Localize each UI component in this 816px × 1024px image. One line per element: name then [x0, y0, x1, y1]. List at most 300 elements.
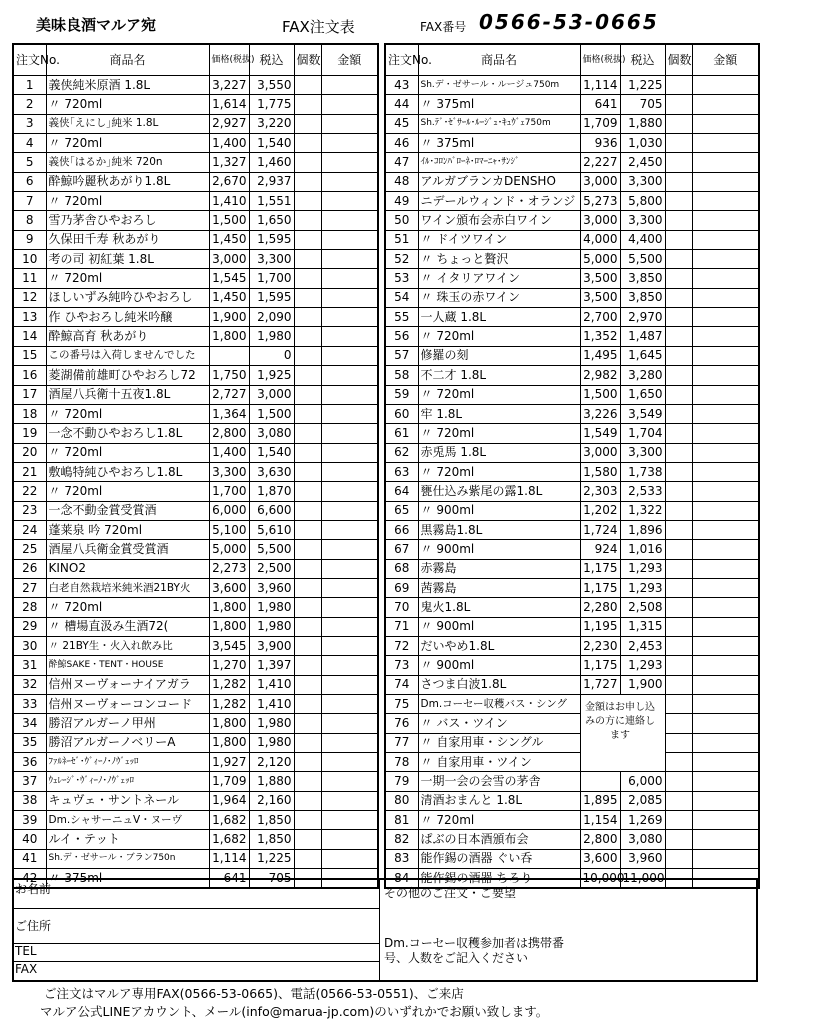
quantity-cell[interactable]	[294, 76, 321, 95]
order-no: 47	[385, 153, 418, 172]
table-row	[385, 230, 759, 249]
order-no: 6	[13, 172, 46, 191]
product-name: ｲﾙ･ｺﾛﾝﾊﾞﾛｰﾈ･ﾛﾏｰﾆｬ･ｻﾝｼﾞ	[418, 153, 580, 172]
order-no: 51	[385, 230, 418, 249]
quantity-cell[interactable]	[665, 95, 692, 114]
price-excl-tax: 924	[580, 540, 620, 559]
table-header-row	[385, 44, 759, 76]
price-excl-tax: 1,727	[580, 675, 620, 694]
order-no: 3	[13, 114, 46, 133]
price-excl-tax: 4,000	[580, 230, 620, 249]
quantity-cell[interactable]	[665, 733, 692, 752]
amount-cell[interactable]	[321, 482, 378, 501]
table-row	[13, 443, 378, 462]
order-no: 46	[385, 134, 418, 153]
quantity-cell[interactable]	[665, 211, 692, 230]
quantity-cell[interactable]	[665, 385, 692, 404]
price-incl-tax: 1,880	[620, 114, 665, 133]
quantity-cell[interactable]	[294, 520, 321, 539]
name-field[interactable]	[14, 880, 379, 909]
quantity-cell[interactable]	[665, 636, 692, 655]
amount-cell[interactable]	[692, 269, 759, 288]
product-name: ほしいずみ純吟ひやおろし	[46, 288, 209, 307]
table-row	[385, 540, 759, 559]
order-no: 52	[385, 250, 418, 269]
quantity-cell[interactable]	[294, 269, 321, 288]
amount-cell[interactable]	[692, 675, 759, 694]
quantity-cell[interactable]	[294, 559, 321, 578]
price-excl-tax: 3,545	[209, 636, 249, 655]
quantity-cell[interactable]	[665, 192, 692, 211]
address-label: ご住所	[15, 919, 52, 933]
amount-cell[interactable]	[321, 714, 378, 733]
amount-cell[interactable]	[321, 327, 378, 346]
quantity-cell[interactable]	[294, 695, 321, 714]
product-name: 義侠｢はるか｣純米 720n	[46, 153, 209, 172]
quantity-cell[interactable]	[294, 791, 321, 810]
table-row	[385, 114, 759, 133]
amount-cell[interactable]	[321, 76, 378, 95]
amount-cell[interactable]	[321, 598, 378, 617]
price-excl-tax: 5,000	[209, 540, 249, 559]
table-row	[13, 617, 378, 636]
order-no: 41	[13, 849, 46, 868]
table-row	[385, 849, 759, 868]
quantity-cell[interactable]	[294, 192, 321, 211]
product-name: 修羅の刻	[418, 346, 580, 365]
amount-cell[interactable]	[692, 95, 759, 114]
quantity-cell[interactable]	[665, 172, 692, 191]
amount-cell[interactable]	[692, 366, 759, 385]
amount-cell[interactable]	[321, 695, 378, 714]
quantity-cell[interactable]	[665, 830, 692, 849]
amount-cell[interactable]	[321, 540, 378, 559]
amount-cell[interactable]	[321, 288, 378, 307]
amount-cell[interactable]	[321, 366, 378, 385]
quantity-cell[interactable]	[665, 675, 692, 694]
quantity-cell[interactable]	[294, 540, 321, 559]
table-row	[385, 404, 759, 423]
amount-cell[interactable]	[692, 462, 759, 481]
order-no: 80	[385, 791, 418, 810]
quantity-cell[interactable]	[665, 598, 692, 617]
amount-cell[interactable]	[321, 230, 378, 249]
order-no: 38	[13, 791, 46, 810]
product-name: 〃 720ml	[418, 424, 580, 443]
quantity-cell[interactable]	[294, 714, 321, 733]
amount-cell[interactable]	[692, 211, 759, 230]
table-row	[385, 288, 759, 307]
amount-cell[interactable]	[321, 733, 378, 752]
amount-cell[interactable]	[692, 385, 759, 404]
price-excl-tax	[580, 753, 620, 772]
col-header-amount: 金額	[692, 44, 759, 76]
quantity-cell[interactable]	[665, 520, 692, 539]
table-row	[385, 830, 759, 849]
amount-cell[interactable]	[321, 192, 378, 211]
quantity-cell[interactable]	[294, 482, 321, 501]
price-incl-tax: 3,220	[249, 114, 294, 133]
product-name: 〃 バス・ツイン	[418, 714, 580, 733]
table-row	[385, 714, 759, 733]
quantity-cell[interactable]	[665, 134, 692, 153]
table-row	[385, 675, 759, 694]
product-name: 一人蔵 1.8L	[418, 308, 580, 327]
amount-cell[interactable]	[321, 830, 378, 849]
quantity-cell[interactable]	[665, 578, 692, 597]
col-header-amount: 金額	[321, 44, 378, 76]
quantity-cell[interactable]	[294, 172, 321, 191]
quantity-cell[interactable]	[294, 114, 321, 133]
amount-cell[interactable]	[321, 462, 378, 481]
amount-cell[interactable]	[321, 424, 378, 443]
product-name: 一念不動ひやおろし1.8L	[46, 424, 209, 443]
amount-cell[interactable]	[321, 617, 378, 636]
order-no: 4	[13, 134, 46, 153]
quantity-cell[interactable]	[294, 250, 321, 269]
amount-cell[interactable]	[692, 424, 759, 443]
quantity-cell[interactable]	[665, 346, 692, 365]
amount-cell[interactable]	[692, 714, 759, 733]
product-name: 一期一会の会雪の茅舎	[418, 772, 580, 791]
table-row	[13, 308, 378, 327]
price-incl-tax: 1,410	[249, 695, 294, 714]
amount-cell[interactable]	[321, 791, 378, 810]
price-excl-tax: 1,895	[580, 791, 620, 810]
quantity-cell[interactable]	[665, 404, 692, 423]
product-name: 〃 720ml	[46, 134, 209, 153]
product-name: 〃 ちょっと贅沢	[418, 250, 580, 269]
table-row	[13, 578, 378, 597]
order-no: 32	[13, 675, 46, 694]
address-field[interactable]	[14, 909, 379, 944]
amount-cell[interactable]	[692, 753, 759, 772]
amount-cell[interactable]	[321, 578, 378, 597]
amount-cell[interactable]	[321, 404, 378, 423]
quantity-cell[interactable]	[665, 462, 692, 481]
price-excl-tax: 1,450	[209, 230, 249, 249]
quantity-cell[interactable]	[665, 753, 692, 772]
quantity-cell[interactable]	[294, 134, 321, 153]
table-row	[13, 404, 378, 423]
amount-cell[interactable]	[321, 211, 378, 230]
product-name: 〃 ドイツワイン	[418, 230, 580, 249]
amount-cell[interactable]	[321, 772, 378, 791]
amount-cell[interactable]	[321, 636, 378, 655]
quantity-cell[interactable]	[665, 327, 692, 346]
order-no: 31	[13, 656, 46, 675]
quantity-cell[interactable]	[294, 288, 321, 307]
price-excl-tax: 1,175	[580, 656, 620, 675]
amount-cell[interactable]	[692, 578, 759, 597]
amount-cell[interactable]	[692, 482, 759, 501]
order-no: 44	[385, 95, 418, 114]
amount-cell[interactable]	[692, 791, 759, 810]
tel-field[interactable]	[14, 944, 379, 962]
amount-cell[interactable]	[321, 250, 378, 269]
amount-cell[interactable]	[321, 849, 378, 868]
price-incl-tax: 2,453	[620, 636, 665, 655]
table-row	[385, 636, 759, 655]
amount-cell[interactable]	[321, 559, 378, 578]
quantity-cell[interactable]	[294, 656, 321, 675]
amount-cell[interactable]	[692, 830, 759, 849]
amount-cell[interactable]	[321, 308, 378, 327]
amount-cell[interactable]	[692, 617, 759, 636]
quantity-cell[interactable]	[294, 753, 321, 772]
quantity-cell[interactable]	[665, 617, 692, 636]
quantity-cell[interactable]	[294, 211, 321, 230]
order-no: 30	[13, 636, 46, 655]
amount-cell[interactable]	[321, 385, 378, 404]
quantity-cell[interactable]	[665, 849, 692, 868]
price-incl-tax: 3,300	[620, 172, 665, 191]
amount-cell[interactable]	[692, 849, 759, 868]
quantity-cell[interactable]	[294, 308, 321, 327]
price-excl-tax: 5,000	[580, 250, 620, 269]
amount-cell[interactable]	[692, 443, 759, 462]
price-incl-tax: 0	[249, 346, 294, 365]
price-incl-tax: 1,700	[249, 269, 294, 288]
table-row	[385, 385, 759, 404]
amount-cell[interactable]	[692, 540, 759, 559]
quantity-cell[interactable]	[665, 772, 692, 791]
price-excl-tax: 1,195	[580, 617, 620, 636]
amount-cell[interactable]	[321, 520, 378, 539]
amount-cell[interactable]	[692, 308, 759, 327]
order-no: 8	[13, 211, 46, 230]
quantity-cell[interactable]	[665, 811, 692, 830]
price-excl-tax: 2,280	[580, 598, 620, 617]
amount-cell[interactable]	[692, 636, 759, 655]
quantity-cell[interactable]	[665, 656, 692, 675]
order-no: 5	[13, 153, 46, 172]
price-incl-tax: 5,500	[249, 540, 294, 559]
amount-cell[interactable]	[692, 656, 759, 675]
amount-cell[interactable]	[692, 114, 759, 133]
quantity-cell[interactable]	[294, 230, 321, 249]
price-excl-tax: 1,800	[209, 733, 249, 752]
price-excl-tax: 6,000	[209, 501, 249, 520]
table-row	[13, 656, 378, 675]
price-excl-tax: 2,273	[209, 559, 249, 578]
price-excl-tax: 1,175	[580, 559, 620, 578]
table-row	[385, 134, 759, 153]
table-row	[385, 656, 759, 675]
quantity-cell[interactable]	[294, 811, 321, 830]
amount-cell[interactable]	[692, 733, 759, 752]
quantity-cell[interactable]	[665, 366, 692, 385]
price-incl-tax: 705	[620, 95, 665, 114]
amount-cell[interactable]	[692, 598, 759, 617]
product-name: アルガブランカDENSHO	[418, 172, 580, 191]
amount-cell[interactable]	[321, 656, 378, 675]
product-name: 信州ヌーヴォーコンコード	[46, 695, 209, 714]
order-no: 62	[385, 443, 418, 462]
quantity-cell[interactable]	[294, 153, 321, 172]
amount-cell[interactable]	[321, 346, 378, 365]
amount-cell[interactable]	[692, 404, 759, 423]
table-row	[385, 772, 759, 791]
amount-cell[interactable]	[692, 134, 759, 153]
amount-cell[interactable]	[321, 753, 378, 772]
quantity-cell[interactable]	[665, 424, 692, 443]
price-incl-tax: 1,030	[620, 134, 665, 153]
table-row	[13, 830, 378, 849]
price-excl-tax: 3,500	[580, 269, 620, 288]
amount-cell[interactable]	[692, 501, 759, 520]
quantity-cell[interactable]	[665, 559, 692, 578]
price-incl-tax: 3,630	[249, 462, 294, 481]
price-incl-tax: 1,322	[620, 501, 665, 520]
product-name: 酒屋八兵衛十五夜1.8L	[46, 385, 209, 404]
price-excl-tax: 1,800	[209, 714, 249, 733]
quantity-cell[interactable]	[665, 250, 692, 269]
quantity-cell[interactable]	[294, 462, 321, 481]
quantity-cell[interactable]	[294, 830, 321, 849]
amount-cell[interactable]	[692, 153, 759, 172]
quantity-cell[interactable]	[294, 424, 321, 443]
quantity-cell[interactable]	[294, 772, 321, 791]
price-incl-tax: 1,645	[620, 346, 665, 365]
amount-cell[interactable]	[692, 172, 759, 191]
quantity-cell[interactable]	[665, 443, 692, 462]
amount-cell[interactable]	[321, 172, 378, 191]
price-excl-tax: 1,154	[580, 811, 620, 830]
price-incl-tax: 1,650	[249, 211, 294, 230]
table-row	[385, 346, 759, 365]
table-row	[13, 753, 378, 772]
amount-cell[interactable]	[321, 134, 378, 153]
quantity-cell[interactable]	[294, 366, 321, 385]
quantity-cell[interactable]	[294, 733, 321, 752]
amount-cell[interactable]	[692, 250, 759, 269]
amount-cell[interactable]	[692, 192, 759, 211]
table-row	[13, 134, 378, 153]
product-name: 雪乃茅舎ひやおろし	[46, 211, 209, 230]
quantity-cell[interactable]	[294, 598, 321, 617]
amount-cell[interactable]	[321, 95, 378, 114]
product-name: 〃 375ml	[46, 869, 209, 889]
price-excl-tax: 936	[580, 134, 620, 153]
fax-field[interactable]	[14, 962, 379, 980]
order-no: 28	[13, 598, 46, 617]
table-row	[13, 114, 378, 133]
quantity-cell[interactable]	[294, 346, 321, 365]
quantity-cell[interactable]	[665, 501, 692, 520]
quantity-cell[interactable]	[665, 230, 692, 249]
quantity-cell[interactable]	[294, 578, 321, 597]
product-name: 〃 900ml	[418, 501, 580, 520]
order-no: 84	[385, 869, 418, 889]
product-name: キュヴェ・サントネール	[46, 791, 209, 810]
quantity-cell[interactable]	[294, 501, 321, 520]
amount-cell[interactable]	[692, 772, 759, 791]
table-row	[13, 269, 378, 288]
requests-label: その他のご注文・ご要望	[384, 886, 517, 900]
table-row	[13, 288, 378, 307]
price-excl-tax: 3,600	[580, 849, 620, 868]
quantity-cell[interactable]	[294, 636, 321, 655]
table-row	[13, 172, 378, 191]
amount-cell[interactable]	[692, 559, 759, 578]
price-incl-tax: 1,980	[249, 733, 294, 752]
price-incl-tax: 3,300	[620, 443, 665, 462]
amount-cell[interactable]	[321, 675, 378, 694]
price-incl-tax: 2,160	[249, 791, 294, 810]
quantity-cell[interactable]	[665, 114, 692, 133]
quantity-cell[interactable]	[665, 308, 692, 327]
quantity-cell[interactable]	[294, 327, 321, 346]
amount-cell[interactable]	[321, 114, 378, 133]
order-no: 53	[385, 269, 418, 288]
price-excl-tax	[209, 346, 249, 365]
product-name: 清酒おまんと 1.8L	[418, 791, 580, 810]
price-incl-tax: 1,595	[249, 288, 294, 307]
order-no: 76	[385, 714, 418, 733]
col-header-no: 注文No.	[13, 44, 46, 76]
table-row	[385, 269, 759, 288]
quantity-cell[interactable]	[665, 288, 692, 307]
amount-cell[interactable]	[321, 153, 378, 172]
quantity-cell[interactable]	[294, 443, 321, 462]
table-row	[13, 520, 378, 539]
price-incl-tax: 1,540	[249, 443, 294, 462]
table-row	[13, 462, 378, 481]
quantity-cell[interactable]	[294, 385, 321, 404]
order-no: 72	[385, 636, 418, 655]
amount-cell[interactable]	[692, 76, 759, 95]
quantity-cell[interactable]	[665, 482, 692, 501]
quantity-cell[interactable]	[665, 695, 692, 714]
table-row	[13, 675, 378, 694]
product-name: Sh.デ・ゼサール・ルージュ750m	[418, 76, 580, 95]
amount-cell[interactable]	[692, 230, 759, 249]
amount-cell[interactable]	[692, 695, 759, 714]
amount-cell[interactable]	[321, 443, 378, 462]
quantity-cell[interactable]	[665, 714, 692, 733]
amount-cell[interactable]	[692, 520, 759, 539]
table-row	[13, 598, 378, 617]
amount-cell[interactable]	[692, 811, 759, 830]
order-no: 67	[385, 540, 418, 559]
price-excl-tax: 3,300	[209, 462, 249, 481]
quantity-cell[interactable]	[665, 540, 692, 559]
order-no: 79	[385, 772, 418, 791]
order-table-right	[384, 43, 760, 889]
quantity-cell[interactable]	[665, 153, 692, 172]
quantity-cell[interactable]	[294, 404, 321, 423]
amount-cell[interactable]	[692, 327, 759, 346]
amount-cell[interactable]	[321, 269, 378, 288]
requests-field[interactable]	[382, 880, 756, 980]
quantity-cell[interactable]	[665, 76, 692, 95]
price-excl-tax: 1,114	[209, 849, 249, 868]
amount-cell[interactable]	[692, 288, 759, 307]
quantity-cell[interactable]	[294, 95, 321, 114]
product-name: 〃 720ml	[418, 327, 580, 346]
quantity-cell[interactable]	[665, 791, 692, 810]
quantity-cell[interactable]	[294, 849, 321, 868]
amount-cell[interactable]	[692, 346, 759, 365]
amount-cell[interactable]	[321, 501, 378, 520]
quantity-cell[interactable]	[294, 675, 321, 694]
quantity-cell[interactable]	[665, 269, 692, 288]
amount-cell[interactable]	[321, 811, 378, 830]
price-excl-tax: 1,614	[209, 95, 249, 114]
product-name: 〃 珠玉の赤ワイン	[418, 288, 580, 307]
quantity-cell[interactable]	[294, 617, 321, 636]
